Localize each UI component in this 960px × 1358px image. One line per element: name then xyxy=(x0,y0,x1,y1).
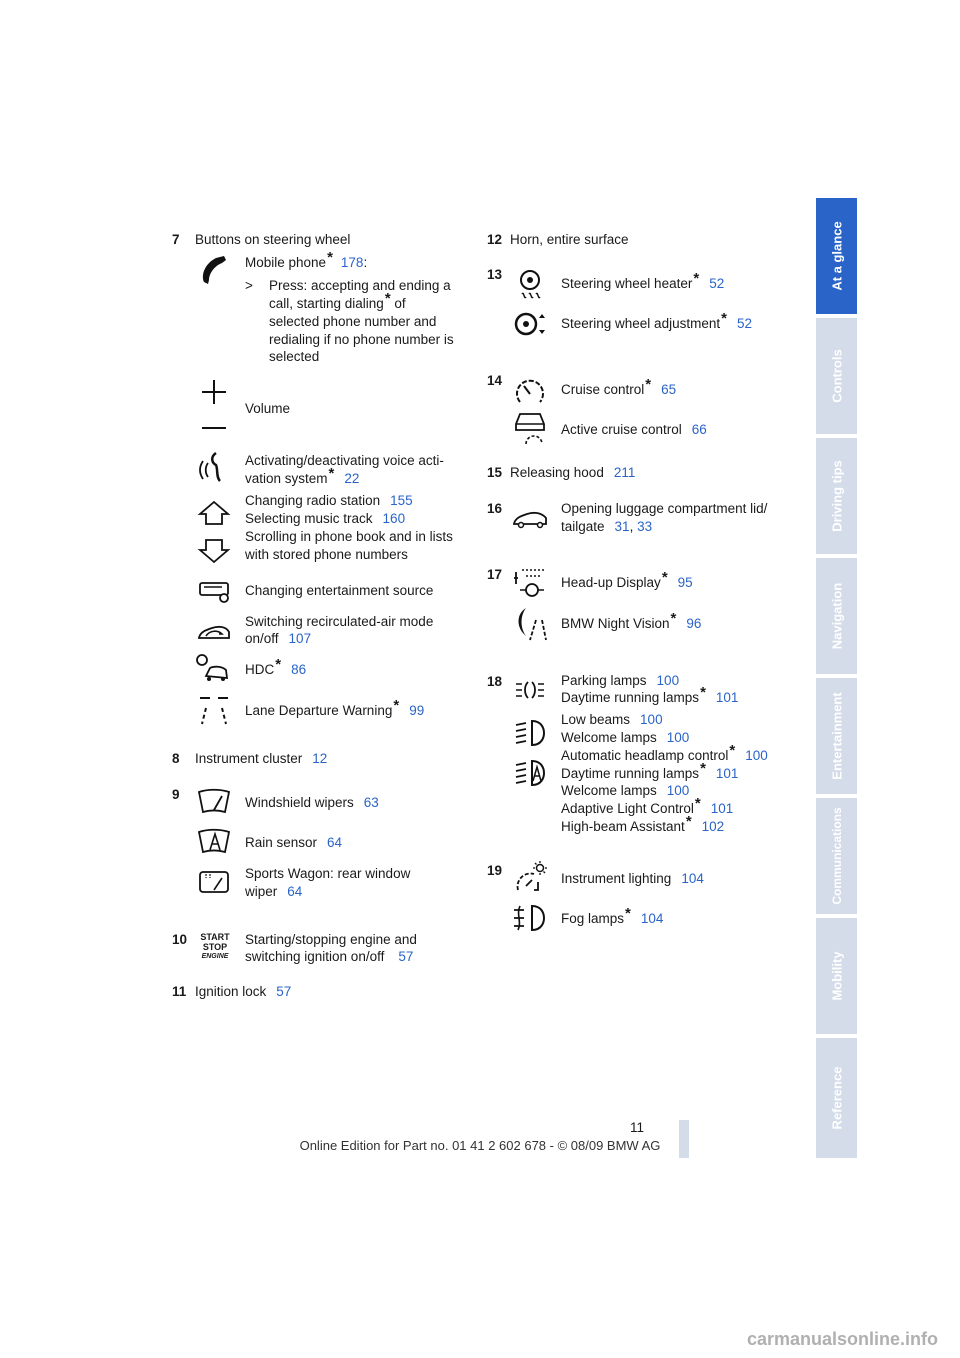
tab-driving-tips[interactable] xyxy=(816,438,857,554)
text-line: redialing if no phone number is xyxy=(269,332,454,347)
text-line: Press: accepting and ending a xyxy=(269,278,451,293)
asterisk: * xyxy=(721,310,727,327)
cruise-control-icon xyxy=(512,374,548,410)
tab-communications[interactable] xyxy=(816,798,857,914)
section-number: 14 xyxy=(487,373,503,388)
page-ref-link[interactable]: 211 xyxy=(613,465,636,480)
label: Ignition lock xyxy=(195,984,267,999)
page-ref-link[interactable]: 100 xyxy=(656,673,680,688)
text-line xyxy=(561,672,679,690)
asterisk: * xyxy=(393,697,400,714)
tab-controls[interactable] xyxy=(816,318,857,434)
label: Low beams xyxy=(561,712,631,727)
label: Head-up Display xyxy=(561,575,661,590)
icon-text: START xyxy=(200,932,230,942)
tab-mobility[interactable] xyxy=(816,918,857,1034)
label: Automatic headlamp control xyxy=(561,748,729,763)
asterisk: * xyxy=(670,610,677,627)
section-number: 11 xyxy=(172,984,187,999)
section-number: 8 xyxy=(172,751,180,766)
text-line: selected phone number and xyxy=(269,314,437,329)
page-ref-link[interactable]: 100 xyxy=(745,748,768,763)
text-line xyxy=(561,376,677,399)
page-ref-link[interactable]: 64 xyxy=(327,835,343,850)
text-line xyxy=(561,813,725,836)
page-ref-link[interactable]: 155 xyxy=(390,493,413,508)
label: Rain sensor xyxy=(245,835,318,850)
label: call, starting dialing xyxy=(269,296,384,311)
section-number: 17 xyxy=(487,567,503,582)
text-line xyxy=(195,750,327,768)
section-number: 9 xyxy=(172,787,180,802)
text-line xyxy=(195,983,291,1001)
icon-text: ENGINE xyxy=(201,953,229,960)
text-line: Opening luggage compartment lid/ xyxy=(561,501,768,516)
tab-label: Communications xyxy=(829,807,844,905)
section-title: Buttons on steering wheel xyxy=(195,232,351,247)
label: tailgate xyxy=(561,519,605,534)
watermark: carmanualsonline.info xyxy=(746,1329,938,1349)
text-line xyxy=(245,834,342,852)
automatic-headlamp-icon xyxy=(512,755,548,791)
text-line xyxy=(245,630,311,648)
asterisk: * xyxy=(661,569,668,586)
text-line xyxy=(561,711,663,729)
tab-label: Navigation xyxy=(829,582,844,650)
text-line xyxy=(561,310,752,333)
label: BMW Night Vision xyxy=(561,616,670,631)
low-beams-icon xyxy=(512,715,548,751)
label: Lane Departure Warning xyxy=(245,703,393,718)
page-ref-link[interactable]: 96 xyxy=(686,616,702,631)
text-line xyxy=(245,492,413,510)
text-line xyxy=(561,795,734,818)
label: Welcome lamps xyxy=(561,730,657,745)
text-line xyxy=(245,465,360,488)
text-line xyxy=(561,870,704,888)
label: Active cruise control xyxy=(561,422,682,437)
text-line xyxy=(561,760,739,783)
plus-icon xyxy=(196,374,232,410)
text-line xyxy=(561,569,693,592)
label: on/off xyxy=(245,631,279,646)
page-ref-link[interactable]: 107 xyxy=(288,631,312,646)
text-line: Changing entertainment source xyxy=(245,583,434,598)
label: Cruise control xyxy=(561,382,645,397)
label: High-beam Assistant xyxy=(561,819,685,834)
parking-lamps-icon xyxy=(512,672,548,708)
label: Welcome lamps xyxy=(561,783,657,798)
label: HDC xyxy=(245,662,275,677)
asterisk: * xyxy=(729,742,736,759)
page-ref-link[interactable]: 100 xyxy=(666,730,690,745)
page-ref-link[interactable]: 178 xyxy=(340,255,364,270)
text-line xyxy=(245,656,307,679)
page-ref-link[interactable]: 160 xyxy=(382,511,406,526)
label: Steering wheel adjustment xyxy=(561,316,721,331)
page-ref-link[interactable]: 102 xyxy=(701,819,725,834)
section-number: 7 xyxy=(172,232,180,247)
page-ref-link[interactable]: 57 xyxy=(398,949,414,964)
text-line xyxy=(561,518,652,536)
page-ref-link[interactable]: 104 xyxy=(681,871,704,886)
active-cruise-control-icon xyxy=(512,410,548,446)
tab-label: Driving tips xyxy=(829,460,844,532)
label: Adaptive Light Control xyxy=(561,801,694,816)
page-ref-link[interactable]: 33 xyxy=(637,519,653,534)
asterisk: * xyxy=(693,270,700,287)
text-line: with stored phone numbers xyxy=(245,547,408,562)
text-line xyxy=(561,270,725,293)
start-stop-icon xyxy=(198,932,232,962)
label: Daytime running lamps xyxy=(561,766,700,781)
text-line xyxy=(561,729,689,747)
text-line xyxy=(245,794,379,812)
rear-wiper-icon xyxy=(196,866,232,902)
label: Mobile phone xyxy=(245,255,327,270)
text-line xyxy=(561,684,739,707)
text-line: Sports Wagon: rear window xyxy=(245,866,411,881)
asterisk: * xyxy=(625,905,631,922)
asterisk: * xyxy=(685,813,692,830)
page-number: 11 xyxy=(630,1120,645,1135)
label: of xyxy=(390,296,406,311)
label: Windshield wipers xyxy=(245,795,354,810)
section-number: 19 xyxy=(487,863,503,878)
minus-icon xyxy=(196,410,232,446)
section-number: 10 xyxy=(172,932,188,947)
label: Changing radio station xyxy=(245,493,381,508)
section-number: 18 xyxy=(487,674,503,689)
page-ref-link[interactable]: 57 xyxy=(276,984,292,999)
label: Selecting music track xyxy=(245,511,373,526)
phone-icon xyxy=(196,252,232,288)
page-ref-link[interactable]: 65 xyxy=(661,382,677,397)
tab-label: At a glance xyxy=(829,221,844,291)
page-ref-link[interactable]: 100 xyxy=(666,783,690,798)
text-line: Scrolling in phone book and in lists xyxy=(245,529,453,544)
text-line xyxy=(561,421,707,439)
text-line xyxy=(510,464,635,482)
asterisk: * xyxy=(384,290,391,307)
section-number: 15 xyxy=(487,465,503,480)
text-line xyxy=(561,742,768,765)
label: Instrument cluster xyxy=(195,751,303,766)
text-line xyxy=(245,948,413,966)
text-line xyxy=(245,249,368,272)
page-ref-link[interactable]: 64 xyxy=(287,884,303,899)
page-ref-link[interactable]: 52 xyxy=(736,316,752,331)
tab-entertainment[interactable] xyxy=(816,678,857,794)
page-ref-link[interactable]: 99 xyxy=(409,703,425,718)
text-line xyxy=(561,905,664,928)
night-vision-icon xyxy=(512,606,548,642)
icon-text: STOP xyxy=(202,942,228,952)
page-ref-link[interactable]: 86 xyxy=(291,662,307,677)
label: Steering wheel heater xyxy=(561,276,693,291)
page-ref-link[interactable]: 95 xyxy=(677,575,693,590)
windshield-wiper-icon xyxy=(196,786,232,822)
media-source-icon xyxy=(196,574,232,610)
steering-wheel-adjust-icon xyxy=(512,306,548,342)
page-ref-link[interactable]: 101 xyxy=(710,801,734,816)
text-line xyxy=(245,510,405,528)
steering-wheel-heater-icon xyxy=(512,268,548,304)
arrow-up-icon xyxy=(196,496,232,532)
arrow-down-icon xyxy=(196,532,232,568)
text-line xyxy=(561,782,689,800)
car-tailgate-icon xyxy=(512,500,548,536)
footer-text: Online Edition for Part no. 01 41 2 602 678 - © 08/09 BMW AG xyxy=(299,1138,661,1153)
text-line: Switching recirculated-air mode xyxy=(245,614,434,629)
asterisk: * xyxy=(328,465,335,482)
page-ref-link[interactable]: 104 xyxy=(640,911,664,926)
section-number: 13 xyxy=(487,267,503,282)
fog-lamps-icon xyxy=(512,900,548,936)
recirculated-air-icon xyxy=(196,614,232,650)
page-ref-link[interactable]: 22 xyxy=(344,471,360,486)
text-line: Volume xyxy=(245,401,291,416)
tab-label: Reference xyxy=(829,1066,844,1130)
label: Instrument lighting xyxy=(561,871,672,886)
page-ref-link[interactable]: 101 xyxy=(715,766,739,781)
bullet-marker: > xyxy=(245,278,253,293)
text-line: Starting/stopping engine and xyxy=(245,932,417,947)
text-line xyxy=(245,883,302,901)
tab-label: Controls xyxy=(829,349,844,403)
text-line: Activating/deactivating voice acti- xyxy=(245,453,444,468)
head-up-display-icon xyxy=(512,566,548,602)
section-number: 16 xyxy=(487,501,503,516)
text-line: Horn, entire surface xyxy=(510,232,629,247)
page-ref-link[interactable]: 63 xyxy=(363,795,379,810)
tab-at-a-glance[interactable] xyxy=(816,198,857,314)
label: Fog lamps xyxy=(561,911,625,926)
asterisk: * xyxy=(700,760,706,777)
asterisk: * xyxy=(327,249,333,266)
page-ref-link[interactable]: 100 xyxy=(640,712,663,727)
page-ref-link[interactable]: 12 xyxy=(312,751,328,766)
tab-label: Mobility xyxy=(829,951,844,1001)
asterisk: * xyxy=(275,656,282,673)
separator: , xyxy=(629,519,638,534)
text-line xyxy=(269,290,406,313)
label: wiper xyxy=(245,884,278,899)
tab-label: Entertainment xyxy=(829,692,844,780)
section-number: 12 xyxy=(487,232,503,247)
instrument-lighting-icon xyxy=(512,860,548,896)
text-line xyxy=(245,697,425,720)
lane-departure-icon xyxy=(196,694,232,730)
page-ref-link[interactable]: 66 xyxy=(691,422,707,437)
label: switching ignition on/off xyxy=(245,949,385,964)
voice-icon xyxy=(196,449,232,485)
asterisk: * xyxy=(700,684,706,701)
page-ref-link[interactable]: 31 xyxy=(614,519,630,534)
colon: : xyxy=(363,255,368,270)
label: Daytime running lamps xyxy=(561,690,700,705)
label: vation system xyxy=(245,471,328,486)
label: Releasing hood xyxy=(510,465,604,480)
asterisk: * xyxy=(645,376,652,393)
text-line xyxy=(561,610,702,633)
asterisk: * xyxy=(694,795,701,812)
text-line: selected xyxy=(269,349,320,364)
hdc-icon xyxy=(194,650,230,686)
page-ref-link[interactable]: 52 xyxy=(709,276,725,291)
rain-sensor-icon xyxy=(196,826,232,862)
tab-navigation[interactable] xyxy=(816,558,857,674)
page-ref-link[interactable]: 101 xyxy=(715,690,739,705)
label: Parking lamps xyxy=(561,673,647,688)
